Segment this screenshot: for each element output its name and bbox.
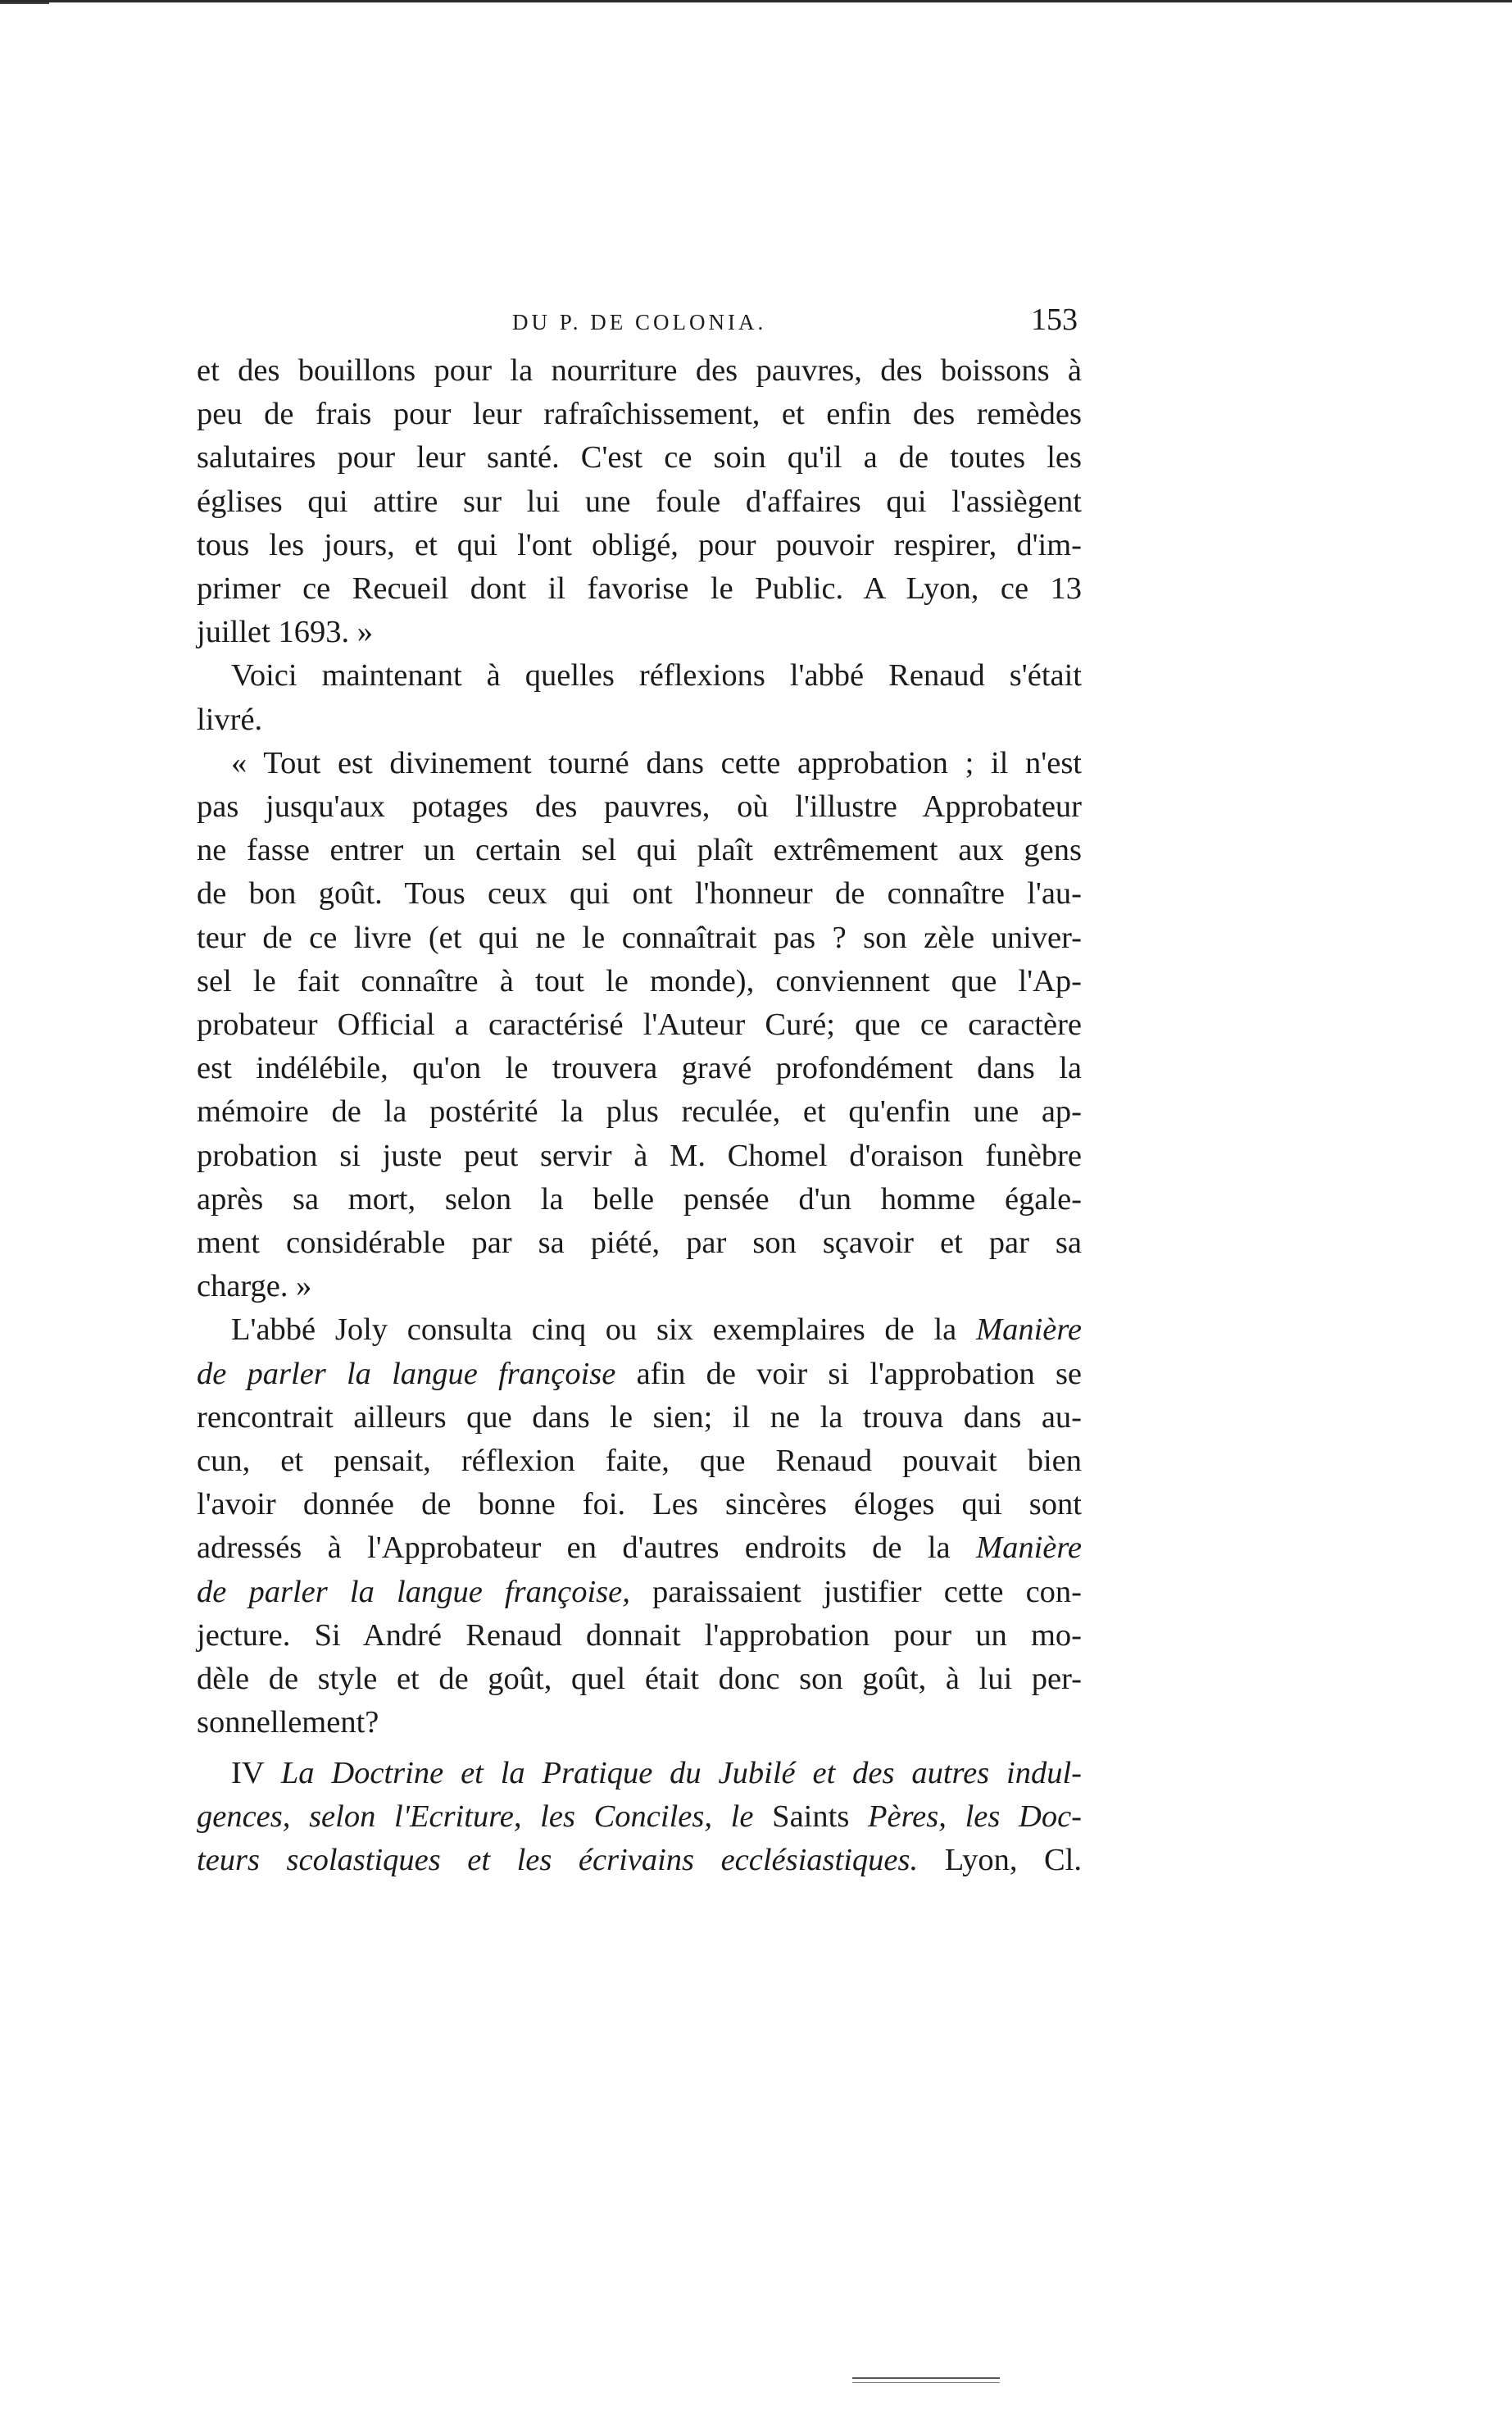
book-title-italic: de parler la langue françoise (197, 1356, 616, 1391)
book-title-italic: Pères, les Doc- (868, 1799, 1082, 1834)
text-line: salutaires pour leur santé. C'est ce soin qu'il a de toutes les (197, 440, 1082, 475)
text-line: primer ce Recueil dont il favorise le Public. A Lyon, ce 13 (197, 571, 1082, 607)
text-line: ment considérable par sa piété, par son sçavoir et par sa (197, 1226, 1082, 1261)
text-segment: Saints (772, 1799, 850, 1834)
text-line (197, 1752, 1082, 1795)
book-page (197, 295, 1082, 1882)
text-line (197, 1839, 1082, 1882)
text-line: rencontrait ailleurs que dans le sien; il ne la trouva dans au- (197, 1399, 1082, 1435)
text-line: est indélébile, qu'on le trouvera gravé profondément dans la (197, 1051, 1082, 1086)
text-line: tous les jours, et qui l'ont obligé, pour pouvoir respirer, d'im- (197, 527, 1082, 562)
text-line: juillet 1693. » (197, 615, 373, 650)
section-numeral: IV (231, 1755, 264, 1790)
text-segment: Lyon, Cl. (944, 1842, 1082, 1877)
text-line: mémoire de la postérité la plus reculée, et qu'enfin une ap- (197, 1094, 1082, 1130)
text-line: sonnellement? (197, 1705, 379, 1740)
text-line: sel le fait connaître à tout le monde), conviennent que l'Ap- (197, 963, 1082, 998)
scan-top-border (0, 0, 1512, 2)
running-head (197, 295, 1082, 344)
text-line (197, 1308, 1082, 1352)
text-line: « Tout est divinement tourné dans cette approbation ; il n'est (231, 745, 1082, 780)
text-line: pas jusqu'aux potages des pauvres, où l'illustre Approbateur (197, 789, 1082, 825)
text-segment: adressés à l'Approbateur en d'autres endroits de la (197, 1530, 951, 1566)
text-segment: L'abbé Joly consulta cinq ou six exemplaires de la (231, 1312, 957, 1348)
text-line: Voici maintenant à quelles réflexions l'abbé Renaud s'était (231, 658, 1082, 694)
text-line: livré. (197, 702, 263, 737)
running-title: DU P. DE COLONIA. (512, 310, 767, 334)
text-line: probateur Official a caractérisé l'Auteur Curé; que ce caractère (197, 1007, 1082, 1043)
text-line: ne fasse entrer un certain sel qui plaît extrêmement aux gens (197, 833, 1082, 868)
page-number: 153 (1031, 302, 1078, 337)
book-title-italic: teurs scolastiques et les écrivains ecclésiastiques. (197, 1842, 919, 1877)
paragraph-1 (197, 349, 1082, 654)
paragraph-5 (197, 1752, 1082, 1883)
text-line: peu de frais pour leur rafraîchissement, et enfin des remèdes (197, 397, 1082, 432)
text-line (197, 1526, 1082, 1570)
scan-top-border-shadow (0, 2, 49, 4)
text-line: jecture. Si André Renaud donnait l'approbation pour un mo- (197, 1617, 1082, 1653)
text-line: cun, et pensait, réflexion faite, que Renaud pouvait bien (197, 1444, 1082, 1479)
book-title-italic: Manière (976, 1530, 1083, 1566)
book-title-italic: Manière (976, 1312, 1082, 1348)
text-line: teur de ce livre (et qui ne le connaîtrait pas ? son zèle univer- (197, 920, 1082, 955)
book-title-italic: gences, selon l'Ecriture, les Conciles, le (197, 1799, 754, 1834)
paragraph-gap (197, 1745, 1082, 1752)
text-line: de bon goût. Tous ceux qui ont l'honneur de connaître l'au- (197, 876, 1082, 912)
text-line: églises qui attire sur lui une foule d'affaires qui l'assiègent (197, 484, 1082, 519)
text-line: probation si juste peut servir à M. Chomel d'oraison funèbre (197, 1138, 1082, 1173)
paragraph-4 (197, 1308, 1082, 1744)
book-title-italic: de parler la langue françoise, (197, 1574, 630, 1609)
text-segment: paraissaient justifier cette con- (652, 1574, 1083, 1609)
paragraph-2 (197, 654, 1082, 741)
text-line: et des bouillons pour la nourriture des pauvres, des boissons à (197, 353, 1082, 388)
text-line (197, 1795, 1082, 1839)
paragraph-3 (197, 742, 1082, 1309)
text-line: l'avoir donnée de bonne foi. Les sincères éloges qui sont (197, 1487, 1082, 1522)
text-segment: afin de voir si l'approbation se (636, 1356, 1083, 1391)
text-line: charge. » (197, 1269, 312, 1304)
text-line: après sa mort, selon la belle pensée d'un homme égale- (197, 1181, 1082, 1217)
text-line: dèle de style et de goût, quel était donc son goût, à lui per- (197, 1662, 1082, 1697)
text-line (197, 1571, 1082, 1614)
book-title-italic: La Doctrine et la Pratique du Jubilé et des autres indul- (280, 1755, 1082, 1790)
text-line (197, 1353, 1082, 1396)
scan-bottom-marks (852, 2377, 1000, 2383)
